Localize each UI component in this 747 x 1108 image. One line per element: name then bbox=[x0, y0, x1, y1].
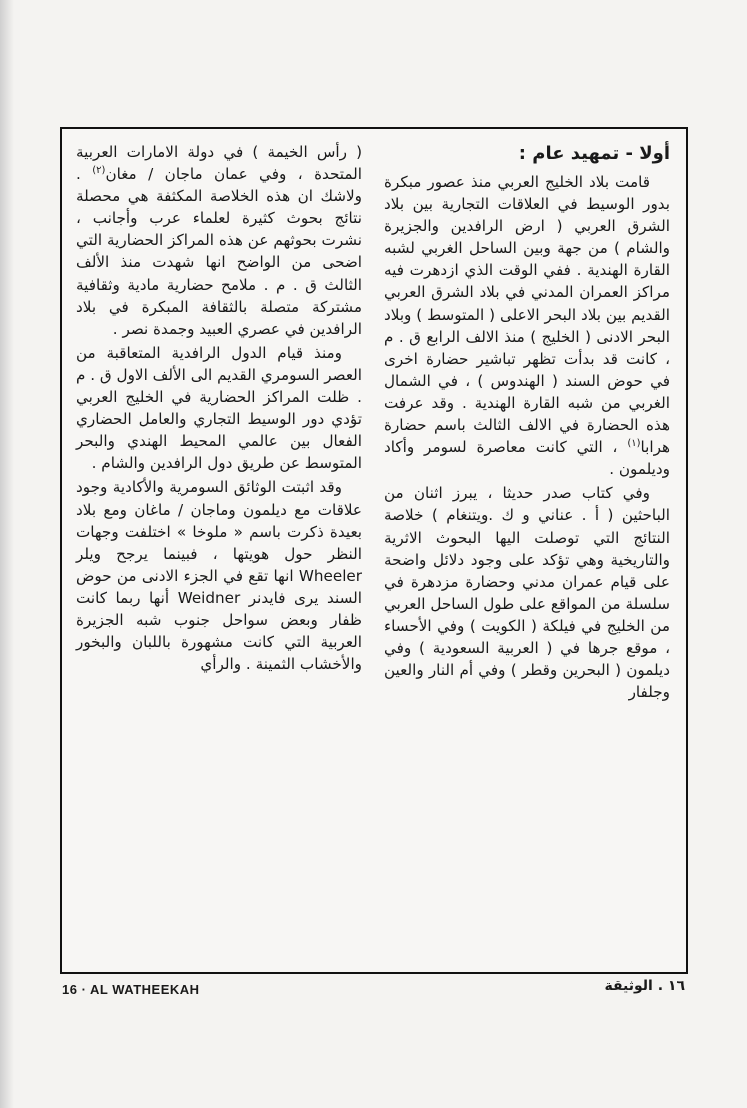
paragraph-3-tail: . ولاشك ان هذه الخلاصة المكثفة هي محصلة نتائج بحوث كثيرة لعلماء عرب وأجانب ، نشرت بحوثهم عن هذه المراكز الحضارية التي اضحى من الواضح انها شهدت منذ الألف الثالث ق . م . ملامح حضارية مادية وثقافية مشتركة متصلة بالثقافة المبكرة في بلاد الرافدين في عصري العبيد وجمدة نصر . bbox=[76, 165, 362, 338]
paragraph-2: وفي كتاب صدر حديثا ، يبرز اثنان من الباحثين ( أ . عناني و ك .ويتنغام ) خلاصة النتائج التي توصلت اليها البحوث الاثرية والتاريخية وهي تؤكد على وجود دلائل واضحة على قيام عمران مدني وحضارة مزدهرة في سلسلة من المواقع على طول الساحل العربي من الخليج في فيلكة ( الكويت ) وفي الأحساء ، موقع جرها في ( العربية السعودية ) وفي ديلمون ( البحرين وقطر ) وفي أم النار والعين وجلفار bbox=[384, 484, 670, 702]
page-edge-shadow bbox=[0, 0, 14, 1108]
paragraph-3 bbox=[76, 141, 362, 340]
section-heading: أولا - تمهيد عام : bbox=[518, 143, 670, 164]
paragraph-3-text: ( رأس الخيمة ) في دولة الامارات العربية المتحدة ، وفي عمان ماجان / مغان bbox=[76, 143, 363, 184]
footer-page-label-ar: ١٦ . الوثيقة bbox=[604, 978, 685, 994]
article-frame bbox=[60, 127, 688, 974]
paragraph-1-text: قامت بلاد الخليج العربي منذ عصور مبكرة بدور الوسيط في العلاقات التجارية بين بلاد الشرق العربي ( ارض الرافدين والجزيرة والشام ) من جهة وبين الساحل الغربي لشبه القارة الهندية . ففي الوقت الذي ازدهرت فيه مراكز العمران المدني في بلاد الشرق العربي القديم بين بلاد البحر الاعلى ( المتوسط ) وبلاد البحر الادنى ( الخليج ) منذ الالف الرابع ق . م ، كانت قد بدأت تظهر تباشير حضارة اخرى في حوض السند ( الهندوس ) ، في الشمال الغربي من شبه القارة الهندية . وقد عرفت هذه الحضارة في الالف الثالث باسم حضارة هرابا bbox=[384, 173, 670, 457]
paragraph-4: ومنذ قيام الدول الرافدية المتعاقبة من العصر السومري القديم الى الألف الاول ق . م . ظلت المراكز الحضارية في الخليج العربي تؤدي دور الوسيط التجاري والعامل الحضاري الفعال بين عالمي المحيط الهندي والبحر المتوسط عن طريق دول الرافدين والشام . bbox=[76, 343, 362, 473]
paragraph-5: وقد اثبتت الوثائق السومرية والأكادية وجود علاقات مع ديلمون وماجان / ماغان ومع بلاد بعيدة ذكرت باسم « ملوخا » اختلفت وجهات النظر حول هويتها ، فبينما يرجح ويلر Wheeler انها تقع في الجزء الادنى من حوض السند يرى فايدنر Weidner أنها ربما كانت ظفار وبعض سواحل جنوب شبه الجزيرة العربية التي كانت مشهورة باللبان والبخور والأخشاب الثمينة . والرأي bbox=[76, 478, 363, 674]
left-column bbox=[76, 141, 362, 962]
paragraph-1-tail: ، التي كانت معاصرة لسومر وأكاد وديلمون . bbox=[384, 438, 670, 479]
footnote-marker-2: (٢) bbox=[92, 165, 106, 177]
footer-page-label-en: 16 · AL WATHEEKAH bbox=[62, 982, 200, 997]
right-column bbox=[384, 141, 670, 962]
footnote-marker-1: (١) bbox=[627, 438, 641, 450]
paragraph-1 bbox=[384, 171, 670, 480]
